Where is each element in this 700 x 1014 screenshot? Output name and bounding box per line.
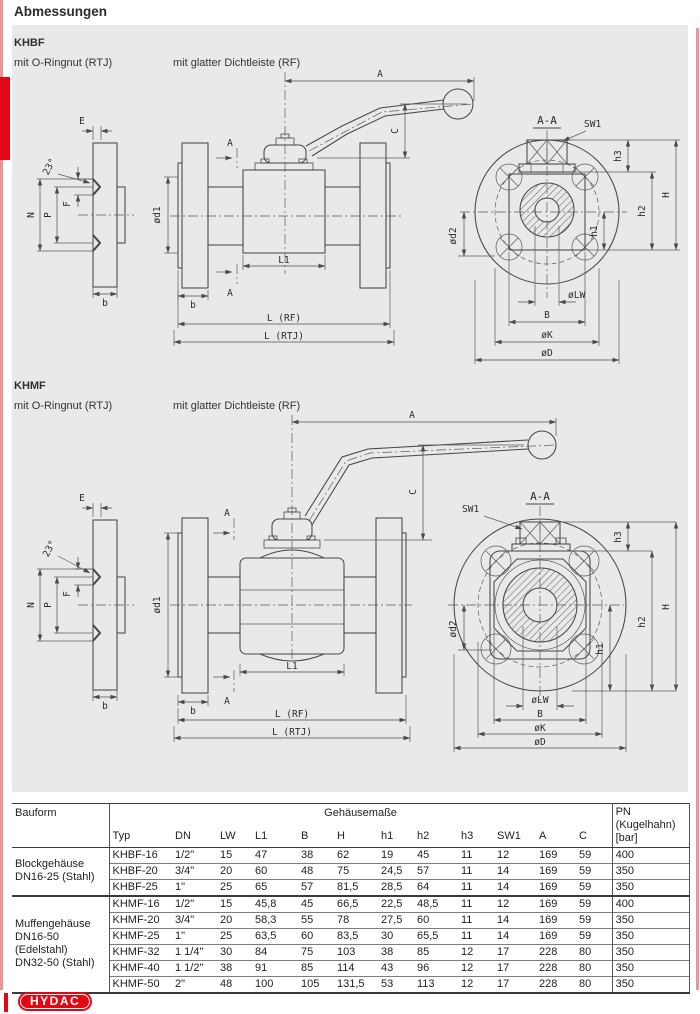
col-header-b: B	[298, 827, 334, 847]
dim-label-h2: h2	[637, 616, 648, 628]
table-cell: 55	[298, 912, 334, 928]
table-cell: 14	[494, 863, 536, 879]
table-row	[12, 912, 689, 928]
dim-label-b: b	[102, 298, 108, 309]
table-cell: 60	[252, 863, 298, 879]
table-cell: 85	[414, 944, 458, 960]
table-cell: 11	[461, 848, 473, 861]
table-cell: 1/2"	[175, 848, 195, 861]
table-cell: 80	[576, 960, 612, 976]
table-cell: 15	[220, 848, 233, 861]
table-cell: 400	[612, 847, 689, 863]
table-cell: 45	[298, 896, 334, 913]
table-cell: 45	[417, 848, 430, 861]
table-cell: 38	[217, 960, 252, 976]
table-cell: 80	[576, 976, 612, 993]
table-cell: 169	[539, 848, 558, 861]
dim-label-angle: 23°	[40, 156, 59, 177]
table-cell: 28,5	[378, 879, 414, 896]
table-cell: 96	[414, 960, 458, 976]
table-cell: 53	[378, 976, 414, 993]
table-cell: 17	[494, 960, 536, 976]
table-cell: 12	[458, 960, 494, 976]
right-edge-accent	[696, 28, 699, 990]
table-cell: 85	[298, 960, 334, 976]
table-cell: KHBF-25	[109, 879, 172, 896]
table-cell: 59	[576, 896, 612, 913]
dim-label-h1: h1	[589, 225, 600, 237]
section-title: A-A	[537, 114, 557, 127]
dim-label-f: F	[62, 591, 73, 597]
dim-label-l1: L1	[286, 661, 298, 672]
dim-label-l-rtj: L (RTJ)	[271, 727, 313, 738]
dim-label-p: P	[43, 602, 54, 608]
dim-label-l-rtj: L (RTJ)	[263, 331, 305, 342]
table-row	[12, 863, 689, 879]
drawings-panel	[12, 25, 688, 792]
table-cell: 1"	[172, 928, 217, 944]
table-cell: KHMF-25	[109, 928, 172, 944]
khbf-flange-section	[26, 116, 134, 309]
table-cell: 1 1/2"	[172, 960, 217, 976]
table-cell: 38	[378, 944, 414, 960]
dim-label-e: E	[79, 493, 85, 504]
khbf-section-view	[448, 114, 680, 364]
bauform-cell: Muffengehäuse DN16-50 (Edelstahl) DN32-50 (Stahl)	[12, 896, 109, 993]
table-cell: 169	[536, 928, 576, 944]
table-cell: KHBF-20	[109, 863, 172, 879]
table-cell: 11	[458, 928, 494, 944]
table-cell: 20	[217, 912, 252, 928]
dim-label-angle: 23°	[40, 538, 59, 559]
table-cell: 3/4"	[172, 912, 217, 928]
dim-label-b-cap: B	[537, 709, 543, 720]
table-cell: 60	[414, 912, 458, 928]
section-mark-top: A	[227, 138, 233, 149]
table-cell: 11	[458, 912, 494, 928]
col-header-sw1: SW1	[494, 827, 536, 847]
table-cell: 58,3	[252, 912, 298, 928]
table-cell: 75	[298, 944, 334, 960]
table-cell: KHMF-32	[109, 944, 172, 960]
table-cell: 169	[536, 896, 576, 913]
table-cell: 103	[334, 944, 378, 960]
dim-label-e: E	[79, 116, 85, 127]
table-cell: 47	[255, 848, 268, 861]
table-cell: 169	[536, 879, 576, 896]
table-cell: 59	[579, 848, 592, 861]
table-cell: 113	[414, 976, 458, 993]
col-header-bauform: Bauform	[12, 804, 109, 848]
table-row	[12, 896, 689, 913]
table-row	[12, 928, 689, 944]
table-cell: 63,5	[252, 928, 298, 944]
table-cell: 11	[458, 896, 494, 913]
dim-label-d2: ød2	[448, 620, 459, 638]
table-cell: KHMF-40	[109, 960, 172, 976]
logo-accent-bar	[4, 993, 8, 1012]
khmf-flange-section	[26, 493, 134, 712]
dim-label-a: A	[377, 69, 383, 80]
table-cell: 25	[217, 928, 252, 944]
dim-label-d: øD	[534, 737, 546, 748]
pn-line-3: [bar]	[615, 832, 638, 845]
dim-label-b: b	[102, 701, 108, 712]
table-cell: 1"	[172, 879, 217, 896]
col-header-pn	[612, 804, 689, 848]
table-cell: 65	[252, 879, 298, 896]
table-cell: 15	[217, 896, 252, 913]
table-cell: KHMF-16	[109, 896, 172, 913]
dim-label-k: øK	[541, 330, 553, 341]
table-cell: 83,5	[334, 928, 378, 944]
table-cell: 43	[378, 960, 414, 976]
table-cell: 30	[217, 944, 252, 960]
table-cell: 48	[217, 976, 252, 993]
table-cell: 1/2"	[172, 896, 217, 913]
table-cell: KHBF-16	[109, 847, 172, 863]
table-cell: 91	[252, 960, 298, 976]
table-cell: 14	[494, 928, 536, 944]
dim-label-sw1: SW1	[462, 504, 480, 515]
col-header-dn: DN	[172, 827, 217, 847]
table-cell: 228	[536, 960, 576, 976]
table-cell: 11	[458, 863, 494, 879]
table-cell: 59	[576, 879, 612, 896]
table-cell: 48	[298, 863, 334, 879]
col-header-gehaeusemasse: Gehäusemaße	[324, 807, 397, 819]
dim-label-b-cap: B	[544, 310, 550, 321]
dim-label-c: C	[390, 128, 401, 134]
table-cell: 12	[458, 944, 494, 960]
table-cell: 78	[334, 912, 378, 928]
table-cell: 48,5	[414, 896, 458, 913]
dim-label-p: P	[43, 212, 54, 218]
table-cell: 57	[298, 879, 334, 896]
col-header-h: H	[334, 827, 378, 847]
khmf-section-view	[448, 490, 676, 752]
dim-label-lw: øLW	[531, 695, 549, 706]
table-cell: 114	[334, 960, 378, 976]
table-body	[12, 847, 689, 993]
table-cell: 14	[494, 912, 536, 928]
table-cell: 12	[497, 848, 510, 861]
table-row	[12, 847, 689, 863]
table-cell: 64	[414, 879, 458, 896]
col-header-h3: h3	[458, 827, 494, 847]
dim-label-h: H	[661, 604, 672, 610]
table-cell: 22,5	[378, 896, 414, 913]
table-cell: 59	[576, 928, 612, 944]
hydac-logo	[18, 992, 92, 1011]
table-cell: 400	[612, 896, 689, 913]
khbf-caption-rtj: mit O-Ringnut (RTJ)	[14, 57, 113, 69]
table-cell: 45,8	[252, 896, 298, 913]
table-cell: 350	[612, 960, 689, 976]
table-row	[12, 976, 689, 993]
dim-label-h3: h3	[613, 531, 624, 543]
table-cell: 350	[612, 863, 689, 879]
khbf-drawing	[12, 60, 688, 372]
table-header-row-2	[12, 827, 689, 847]
table-cell: 62	[337, 848, 350, 861]
table-cell: 2"	[172, 976, 217, 993]
table-cell: 30	[378, 928, 414, 944]
khbf-caption-rf: mit glatter Dichtleiste (RF)	[173, 57, 301, 69]
table-cell: 3/4"	[172, 863, 217, 879]
table-row	[12, 944, 689, 960]
dim-label-b2: b	[190, 706, 196, 717]
table-cell: 169	[536, 912, 576, 928]
table-cell: 65,5	[414, 928, 458, 944]
page-title: Abmessungen	[14, 4, 108, 19]
table-cell: 228	[536, 944, 576, 960]
dim-label-h3: h3	[613, 150, 624, 162]
table-cell: 24,5	[378, 863, 414, 879]
dim-label-lw: øLW	[568, 290, 586, 301]
section-mark-top: A	[224, 508, 230, 519]
dim-label-h2: h2	[637, 205, 648, 217]
table-cell: 27,5	[378, 912, 414, 928]
dim-label-d1: ød1	[152, 206, 163, 224]
dim-label-n: N	[26, 212, 37, 218]
col-header-c: C	[576, 827, 612, 847]
section-mark-bottom: A	[227, 288, 233, 299]
table-cell: 17	[494, 944, 536, 960]
table-cell: 12	[458, 976, 494, 993]
table-cell: 350	[612, 879, 689, 896]
dims-table	[12, 803, 690, 994]
table-cell: 81,5	[334, 879, 378, 896]
khbf-side-view	[152, 69, 474, 346]
table-cell: 14	[494, 879, 536, 896]
dim-label-a: A	[409, 410, 415, 421]
table-cell: 105	[298, 976, 334, 993]
section-title: A-A	[530, 490, 550, 503]
pn-line-1: PN	[615, 806, 631, 818]
khmf-caption-rf: mit glatter Dichtleiste (RF)	[173, 400, 301, 412]
dim-label-k: øK	[534, 723, 546, 734]
table-cell: 20	[217, 863, 252, 879]
dim-label-d1: ød1	[152, 596, 163, 614]
dim-label-c: C	[408, 489, 419, 495]
dim-label-d: øD	[541, 348, 553, 359]
dim-label-l-rf: L (RF)	[274, 709, 310, 720]
table-cell: 1 1/4"	[172, 944, 217, 960]
khmf-drawing	[12, 400, 688, 792]
table-cell: 66,5	[334, 896, 378, 913]
bauform-cell: Blockgehäuse DN16-25 (Stahl)	[12, 847, 109, 896]
col-header-h2: h2	[414, 827, 458, 847]
section-mark-bottom: A	[224, 696, 230, 707]
col-header-lw: LW	[217, 827, 252, 847]
table-cell: 131,5	[334, 976, 378, 993]
red-tab-marker	[0, 77, 10, 160]
table-cell: 350	[612, 912, 689, 928]
table-cell: 84	[252, 944, 298, 960]
dim-label-b2: b	[190, 300, 196, 311]
table-cell: 19	[381, 848, 394, 861]
khmf-heading: KHMF	[14, 380, 46, 392]
dim-label-h1: h1	[595, 643, 606, 655]
table-cell: 350	[612, 976, 689, 993]
table-cell: 25	[217, 879, 252, 896]
col-header-l1: L1	[252, 827, 298, 847]
table-cell: 57	[414, 863, 458, 879]
table-cell: 12	[494, 896, 536, 913]
hydac-logo-text: HYDAC	[20, 994, 90, 1009]
table-row	[12, 960, 689, 976]
table-cell: 11	[458, 879, 494, 896]
table-header-row-1	[12, 804, 689, 827]
col-header-h1: h1	[378, 827, 414, 847]
khbf-heading: KHBF	[14, 37, 45, 49]
table-cell: 350	[612, 928, 689, 944]
dim-label-h: H	[661, 192, 672, 198]
dim-label-sw1: SW1	[584, 119, 602, 130]
table-cell: 59	[576, 912, 612, 928]
table-cell: 75	[334, 863, 378, 879]
table-cell: 100	[252, 976, 298, 993]
khmf-caption-rtj: mit O-Ringnut (RTJ)	[14, 400, 113, 412]
col-header-a: A	[536, 827, 576, 847]
table-cell: 169	[536, 863, 576, 879]
table-cell: KHMF-50	[109, 976, 172, 993]
dim-label-f: F	[62, 201, 73, 207]
table-cell: 59	[576, 863, 612, 879]
dim-label-n: N	[26, 602, 37, 608]
table-cell: 60	[298, 928, 334, 944]
col-header-typ: Typ	[109, 827, 172, 847]
table-cell: 38	[301, 848, 314, 861]
dim-label-l-rf: L (RF)	[266, 313, 302, 324]
dim-label-d2: ød2	[448, 227, 459, 245]
table-cell: KHMF-20	[109, 912, 172, 928]
pn-line-2: (Kugelhahn)	[615, 819, 676, 832]
table-cell: 80	[576, 944, 612, 960]
table-cell: 17	[494, 976, 536, 993]
table-cell: 350	[612, 944, 689, 960]
dim-label-l1: L1	[278, 255, 290, 266]
table-cell: 228	[536, 976, 576, 993]
table-row	[12, 879, 689, 896]
